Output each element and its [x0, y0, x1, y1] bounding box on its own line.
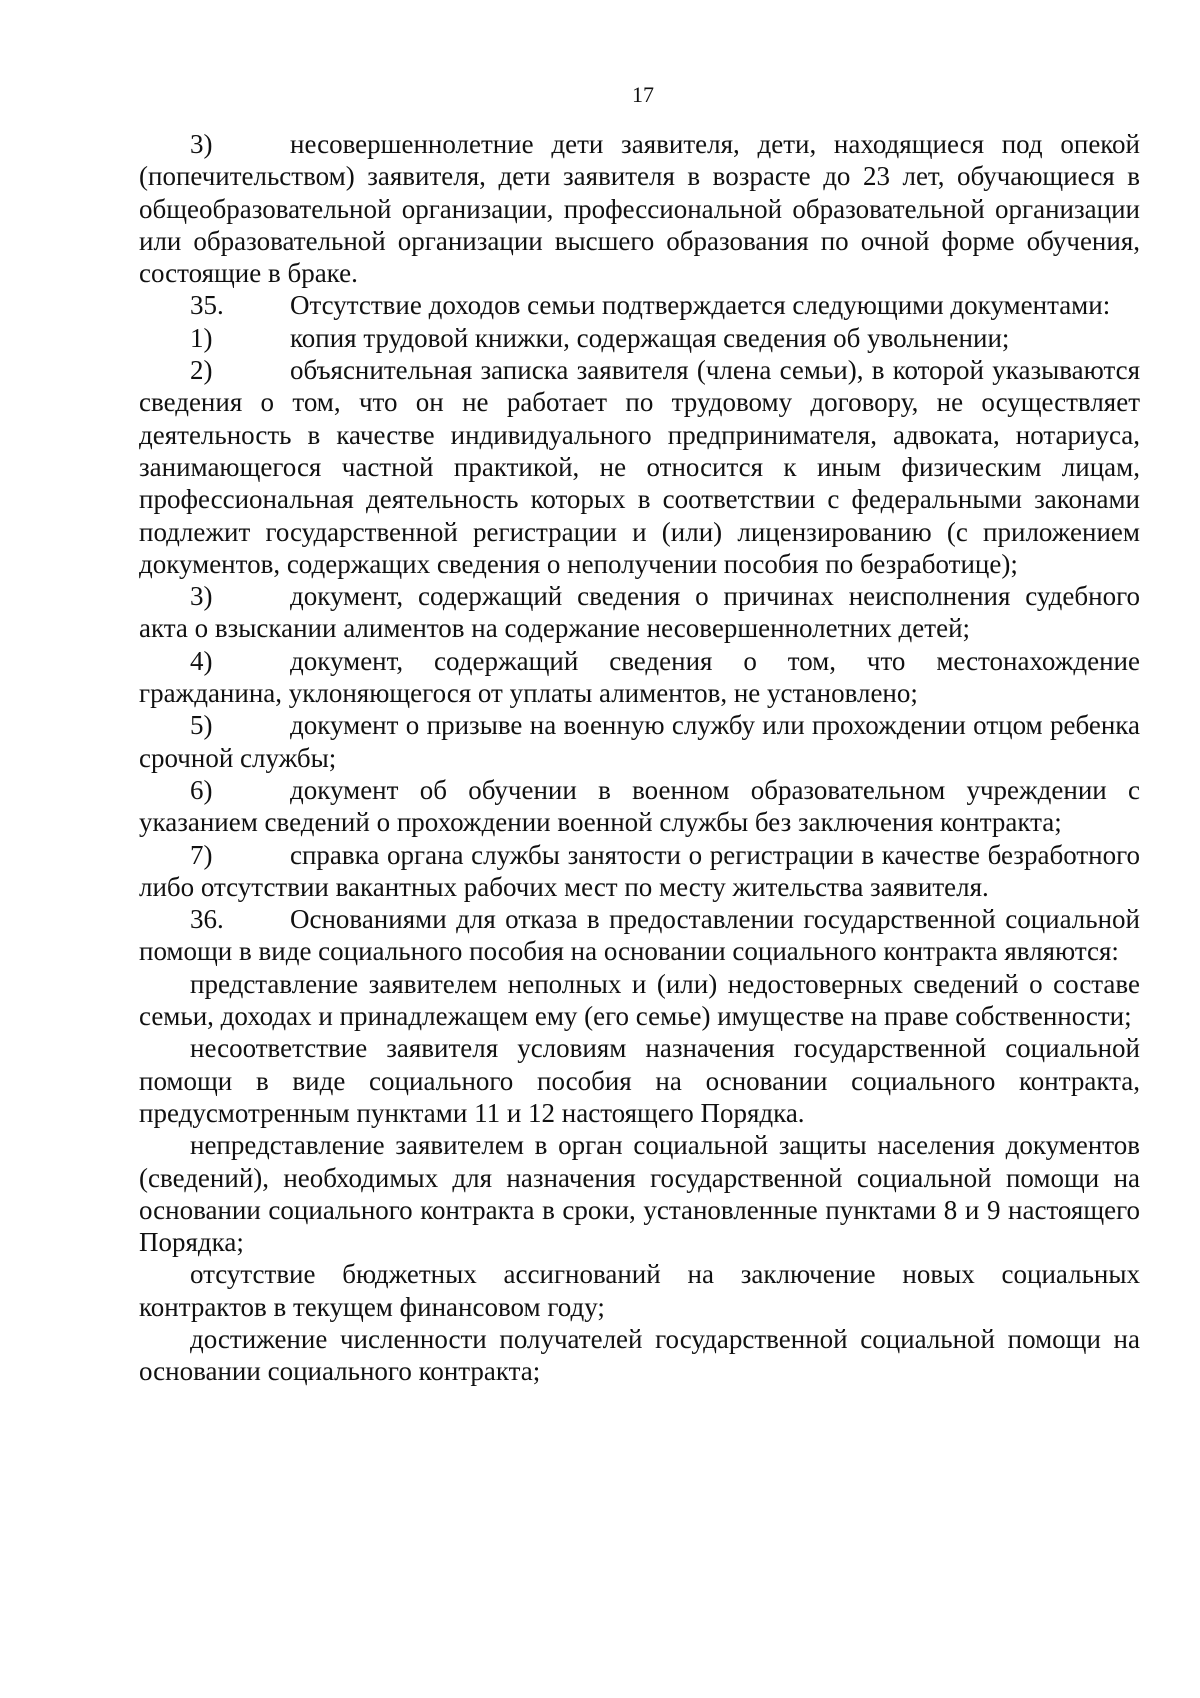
item-number: 1)	[190, 322, 213, 353]
paragraph-text: документ о призыве на военную службу или прохождении отцом ребенка срочной службы;	[139, 710, 1140, 773]
paragraph	[139, 774, 1140, 839]
item-number: 4)	[190, 645, 213, 676]
paragraph-text: объяснительная записка заявителя (члена семьи), в которой указываются сведения о том, что он не работает по трудовому договору, не осуществляет деятельность в качестве индивидуального предпринимателя, адвоката, нотариуса, занимающегося частной практикой, не относится к иным физическим лицам, профессиональная деятельность которых в соответствии с федеральными законами подлежит государственной регистрации и (или) лицензированию (с приложением документов, содержащих сведения о неполучении пособия по безработице);	[139, 355, 1140, 579]
paragraph	[139, 354, 1140, 580]
paragraph-text: достижение численности получателей государственной социальной помощи на основании социального контракта;	[139, 1323, 1140, 1387]
paragraph-text: Основаниями для отказа в предоставлении государственной социальной помощи в виде социального пособия на основании социального контракта являются:	[139, 904, 1140, 967]
item-number: 3)	[190, 129, 213, 159]
paragraph-text: копия трудовой книжки, содержащая сведения об увольнении;	[290, 322, 1010, 353]
paragraph-text: несоответствие заявителя условиям назначения государственной социальной помощи в виде социального пособия на основании социального контракта, предусмотренным пунктами 11 и 12 настоящего Порядка.	[139, 1033, 1140, 1128]
paragraph-text: справка органа службы занятости о регистрации в качестве безработного либо отсутствии вакантных рабочих мест по месту жительства заявителя.	[139, 839, 1140, 902]
paragraph	[139, 709, 1140, 774]
paragraph-text: непредставление заявителем в орган социальной защиты населения документов (сведений), необходимых для назначения государственной социальной помощи на основании социального контракта в сроки, установленные пунктами 8 и 9 настоящего Порядка;	[139, 1130, 1140, 1258]
item-number: 2)	[190, 355, 213, 386]
paragraph-text: Отсутствие доходов семьи подтверждается следующими документами:	[290, 290, 1111, 321]
paragraph-text: документ, содержащий сведения о том, что местонахождение гражданина, уклоняющегося от уплаты алиментов, не установлено;	[139, 645, 1140, 709]
item-number: 6)	[190, 774, 213, 805]
paragraph	[139, 1258, 1140, 1323]
paragraph	[139, 1032, 1140, 1129]
paragraph-text: отсутствие бюджетных ассигнований на заключение новых социальных контрактов в текущем финансовом году;	[139, 1259, 1140, 1322]
item-number: 5)	[190, 710, 213, 741]
paragraph-text: документ об обучении в военном образовательном учреждении с указанием сведений о прохождении военной службы без заключения контракта;	[139, 774, 1140, 838]
page-number: 17	[632, 82, 654, 107]
paragraph	[139, 128, 1140, 289]
paragraph-text: представление заявителем неполных и (или) недостоверных сведений о составе семьи, доходах и принадлежащем ему (его семье) имуществе на праве собственности;	[139, 968, 1140, 1032]
paragraph	[139, 839, 1140, 904]
paragraph	[139, 968, 1140, 1033]
paragraph-text: несовершеннолетние дети заявителя, дети, находящиеся под опекой (попечительством) заявителя, дети заявителя в возрасте до 23 лет, обучающиеся в общеобразовательной организации, профессиональной образовательной организации или образовательной организации высшего образования по очной форме обучения, состоящие в браке.	[139, 129, 1140, 289]
paragraph	[139, 289, 1140, 321]
paragraph	[139, 1129, 1140, 1258]
item-number: 36.	[190, 904, 224, 935]
paragraph	[139, 1323, 1140, 1388]
paragraph-text: документ, содержащий сведения о причинах неисполнения судебного акта о взыскании алиментов на содержание несовершеннолетних детей;	[139, 581, 1140, 644]
paragraph	[139, 322, 1140, 354]
paragraph	[139, 580, 1140, 645]
paragraph	[139, 645, 1140, 710]
document-body	[139, 128, 1140, 1388]
item-number: 3)	[190, 581, 213, 612]
item-number: 35.	[190, 290, 224, 321]
item-number: 7)	[190, 839, 213, 870]
paragraph	[139, 903, 1140, 968]
